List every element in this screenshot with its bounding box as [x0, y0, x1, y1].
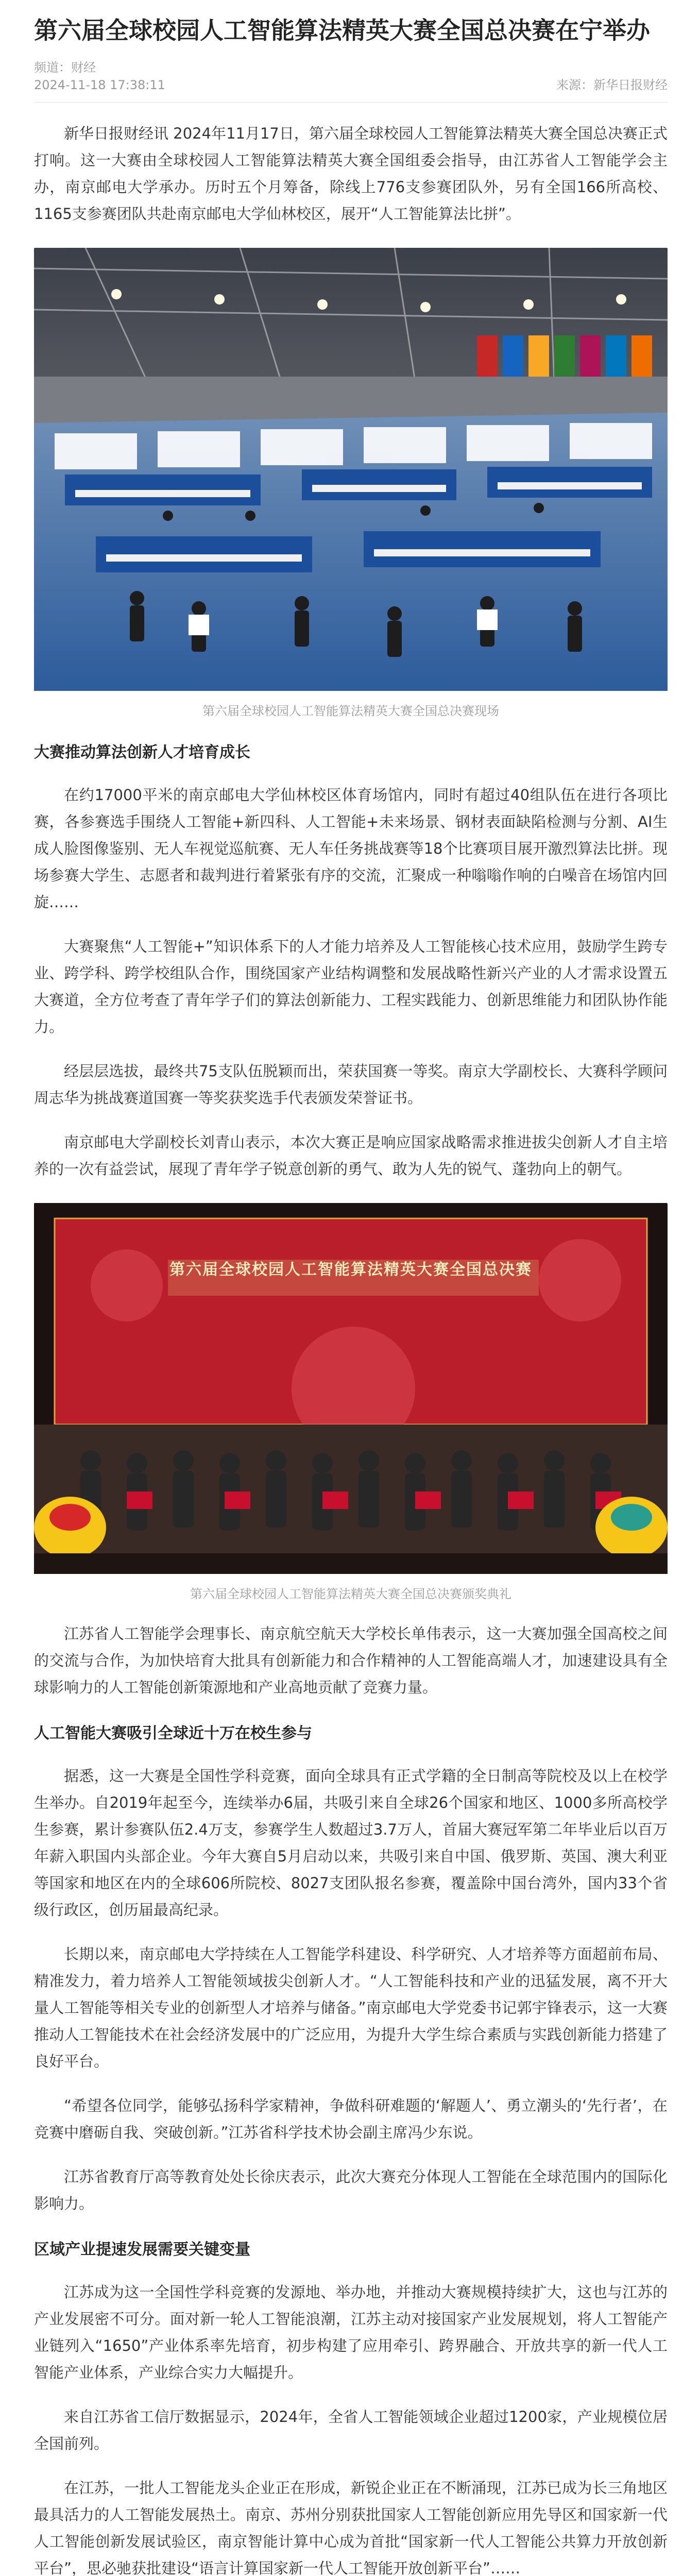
paragraph-4: 经层层选拔，最终共75支队伍脱颖而出，荣获国赛一等奖。南京大学副校长、大赛科学顾问周志华为挑战赛道国赛一等奖获奖选手代表颁发荣誉证书。: [34, 1062, 668, 1107]
paragraph-11: 江苏成为这一全国性学科竞赛的发源地、举办地，并推动大赛规模持续扩大，这也与江苏的产业发展密不可分。面对新一轮人工智能浪潮，江苏主动对接国家产业发展规划，将人工智能产业链列入“1650”产业体系率先培育，初步构建了应用牵引、跨界融合、开放共享的新一代人工智能产业体系，产业综合实力大幅提升。: [34, 2283, 668, 2381]
channel-label: 频道：财经: [34, 60, 96, 75]
publish-datetime: 2024-11-18 17:38:11: [34, 78, 165, 92]
ceremony-photo: [34, 1203, 668, 1576]
article-meta: [34, 59, 668, 94]
figure-caption-venue: 第六届全球校园人工智能算法精英大赛全国总决赛现场: [202, 704, 499, 718]
stage-banner-text: 第六届全球校园人工智能算法精英大赛全国总决赛: [169, 1261, 532, 1279]
figure-ceremony: [34, 1203, 668, 1603]
paragraph-12: 来自江苏省工信厅数据显示，2024年，全省人工智能领域企业超过1200家，产业规模位居全国前列。: [34, 2408, 668, 2452]
source-label: 来源：新华日报财经: [556, 78, 668, 92]
paragraph-2: 在约17000平米的南京邮电大学仙林校区体育场馆内，同时有超过40组队伍在进行各项比赛，各参赛选手围绕人工智能+新四科、人工智能+未来场景、钢材表面缺陷检测与分割、AI生成人脸图像鉴别、无人车视觉巡航赛、无人车任务挑战赛等18个比赛项目展开激烈算法比拼。现场参赛大学生、志愿者和裁判进行着紧张有序的交流，汇聚成一种嗡嗡作响的白噪音在场馆内回旋……: [34, 786, 668, 911]
paragraph-5: 南京邮电大学副校长刘青山表示，本次大赛正是响应国家战略需求推进拔尖创新人才自主培养的一次有益尝试，展现了青年学子锐意创新的勇气、敢为人先的锐气、蓬勃向上的朝气。: [34, 1133, 668, 1178]
figure-venue: [34, 248, 668, 720]
paragraph-8: 长期以来，南京邮电大学持续在人工智能学科建设、科学研究、人才培养等方面超前布局、精准发力，着力培养人工智能领域拔尖创新人才。“人工智能科技和产业的迅猛发展，离不开大量人工智能等相关专业的创新型人才培养与储备。”南京邮电大学党委书记郭宇锋表示，这一大赛推动人工智能技术在社会经济发展中的广泛应用，为提升大学生综合素质与实践创新能力搭建了良好平台。: [34, 1945, 668, 2070]
paragraph-10: 江苏省教育厅高等教育处处长徐庆表示，此次大赛充分体现人工智能在全球范围内的国际化影响力。: [34, 2168, 668, 2212]
meta-divider: [34, 102, 668, 103]
paragraph-13: 在江苏，一批人工智能龙头企业正在形成，新锐企业正在不断涌现，江苏已成为长三角地区最具活力的人工智能发展热土。南京、苏州分别获批国家人工智能创新应用先导区和国家新一代人工智能创新发展试验区，南京智能计算中心成为首批“国家新一代人工智能公共算力开放创新平台”，思必驰获批建设“语言计算国家新一代人工智能开放创新平台”……: [34, 2479, 668, 2576]
paragraph-9: “希望各位同学，能够弘扬科学家精神，争做科研难题的‘解题人’、勇立潮头的‘先行者’，在竞赛中磨砺自我、突破创新。”江苏省科学技术协会副主席冯少东说。: [34, 2097, 668, 2141]
paragraph-3: 大赛聚焦“人工智能+”知识体系下的人才能力培养及人工智能核心技术应用，鼓励学生跨专业、跨学科、跨学校组队合作，围绕国家产业结构调整和发展战略性新兴产业的人才需求设置五大赛道，全方位考查了青年学子们的算法创新能力、工程实践能力、创新思维能力和团队协作能力。: [34, 938, 668, 1036]
paragraph-7: 据悉，这一大赛是全国性学科竞赛，面向全球具有正式学籍的全日制高等院校及以上在校学生举办。自2019年起至今，连续举办6届，共吸引来自全球26个国家和地区、1000多所高校学生参赛，累计参赛队伍2.4万支，参赛学生人数超过3.7万人，首届大赛冠军第二年毕业后以百万年薪入职国内头部企业。今年大赛自5月启动以来，共吸引来自中国、俄罗斯、英国、澳大利亚等国家和地区在内的全球606所院校、8027支团队报名参赛，覆盖除中国台湾外，国内33个省级行政区，创历届最高纪录。: [34, 1767, 668, 1919]
subheading-3: 区域产业提速发展需要关键变量: [34, 2241, 250, 2259]
article-body: [34, 0, 668, 2576]
paragraph-6: 江苏省人工智能学会理事长、南京航空航天大学校长单伟表示，这一大赛加强全国高校之间的交流与合作，为加快培育大批具有创新能力和合作精神的人工智能高端人才，加速建设具有全球影响力的人工智能创新策源地和产业高地贡献了竞赛力量。: [34, 1625, 668, 1696]
article-title: 第六届全球校园人工智能算法精英大赛全国总决赛在宁举办: [34, 16, 650, 44]
lion-dance-right: [595, 1497, 668, 1558]
paragraph-1: 新华日报财经讯 2024年11月17日，第六届全球校园人工智能算法精英大赛全国总决赛正式打响。这一大赛由全球校园人工智能算法精英大赛全国组委会指导，由江苏省人工智能学会主办，南京邮电大学承办。历时五个月筹备，除线上776支参赛团队外，另有全国166所高校、1165支参赛团队共赴南京邮电大学仙林校区，展开“人工智能算法比拼”。: [34, 125, 668, 223]
lion-dance-left: [34, 1497, 106, 1558]
figure-caption-ceremony: 第六届全球校园人工智能算法精英大赛全国总决赛颁奖典礼: [190, 1587, 511, 1601]
subheading-1: 大赛推动算法创新人才培育成长: [34, 743, 250, 761]
subheading-2: 人工智能大赛吸引全球近十万在校生参与: [34, 1724, 312, 1742]
venue-photo: [34, 248, 668, 693]
